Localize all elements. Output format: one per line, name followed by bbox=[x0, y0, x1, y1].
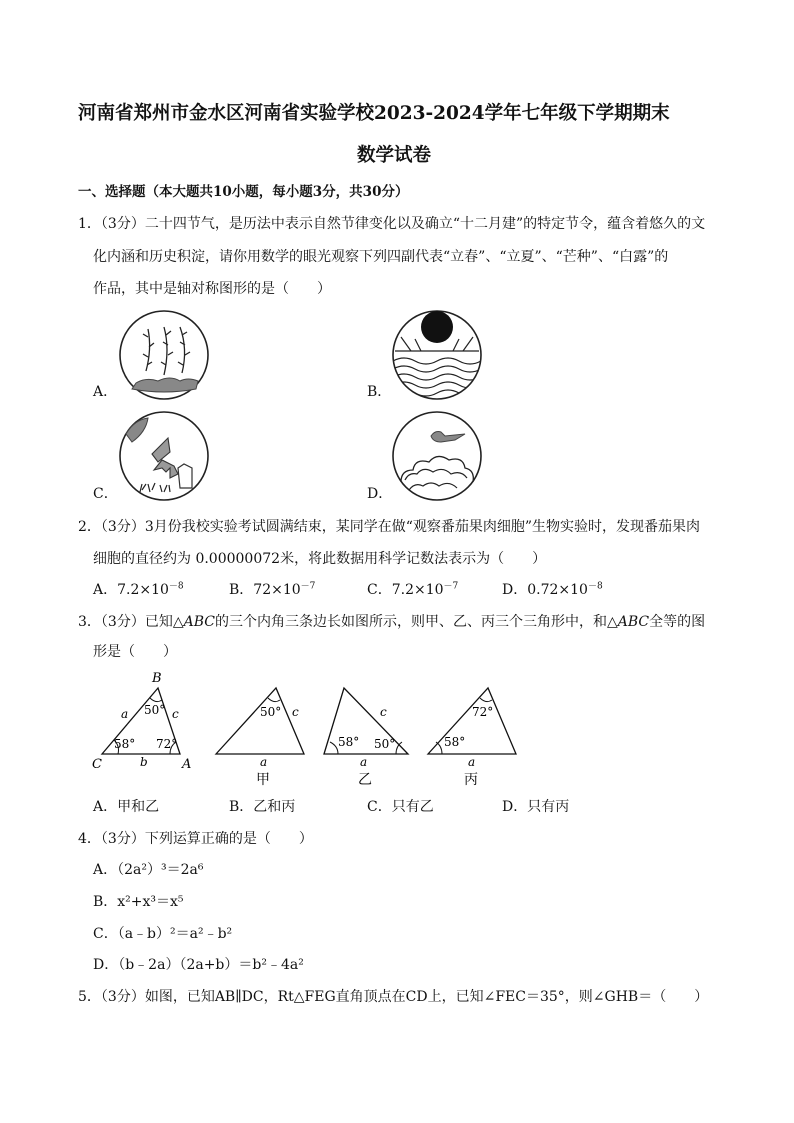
q3-jia-side-c: c bbox=[292, 705, 299, 719]
q1-option-d-label: D． bbox=[367, 486, 393, 502]
q3-abc-label-b: B bbox=[152, 671, 162, 686]
q3-line2: 形是（ ） bbox=[93, 644, 177, 660]
q3-jia-label: 甲 bbox=[256, 772, 270, 788]
q3-jia-angle: 50° bbox=[260, 705, 282, 719]
page-subtitle: 数学试卷 bbox=[357, 145, 432, 166]
q1-figure-c-grain bbox=[118, 410, 210, 502]
q3-triangle-yi bbox=[318, 680, 418, 790]
q3-yi-label: 乙 bbox=[358, 772, 372, 788]
q3-abc-side-b: b bbox=[140, 755, 148, 769]
q1-figure-a-spring bbox=[118, 309, 210, 401]
q2-option-b: B．$72\times 10^{-7}$ bbox=[229, 581, 316, 598]
q5-stem: 5．（3分）如图，已知AB∥DC，Rt△FEG直角顶点在CD上，已知∠FEC＝35°，则∠GHB＝（ ） bbox=[78, 989, 709, 1005]
q1-option-a-label: A． bbox=[93, 384, 118, 400]
q3-jia-side-a: a bbox=[260, 755, 268, 769]
q3-triangle-abc bbox=[90, 668, 200, 774]
q4-option-d: D．（b﹣2a）（2a+b）＝b²﹣4a² bbox=[93, 957, 304, 973]
q3-yi-angle-58: 58° bbox=[338, 735, 360, 749]
q3-yi-side-a: a bbox=[360, 755, 368, 769]
q3-option-c: C．只有乙 bbox=[367, 799, 434, 815]
page-title: 河南省郑州市金水区河南省实验学校2023-2024学年七年级下学期期末 bbox=[78, 103, 670, 124]
q4-option-c: C．（a﹣b）²＝a²﹣b² bbox=[93, 926, 233, 942]
q3-bing-angle-72: 72° bbox=[472, 705, 494, 719]
q4-option-a: A．（2a²）³＝2a⁶ bbox=[93, 862, 204, 878]
q4-option-b: B．x²+x³＝x⁵ bbox=[93, 894, 184, 910]
q3-line1: 3．（3分）已知△ABC的三个内角三条边长如图所示，则甲、乙、丙三个三角形中，和△ABC全等的图 bbox=[78, 614, 706, 630]
q3-yi-angle-50: 50° bbox=[374, 737, 396, 751]
q3-bing-side-a: a bbox=[468, 755, 476, 769]
q3-option-a: A．甲和乙 bbox=[93, 799, 160, 815]
q3-abc-angle-a: 72° bbox=[156, 737, 178, 751]
q1-line1: 1．（3分）二十四节气，是历法中表示自然节律变化以及确立“十二月建”的特定节令，蕴含着悠久的文 bbox=[78, 216, 706, 232]
q3-option-b: B．乙和丙 bbox=[229, 799, 296, 815]
q3-option-d: D．只有丙 bbox=[502, 799, 570, 815]
q3-abc-label-a: A bbox=[182, 757, 192, 772]
q1-line3: 作品，其中是轴对称图形的是（ ） bbox=[93, 281, 331, 297]
q1-option-b-label: B． bbox=[367, 384, 392, 400]
q3-abc-side-c: c bbox=[172, 707, 179, 721]
q3-triangle-jia bbox=[210, 680, 310, 790]
q3-abc-side-a: a bbox=[121, 707, 129, 721]
q3-triangle-bing bbox=[422, 680, 522, 790]
q2-option-a: A．$7.2\times 10^{-8}$ bbox=[93, 581, 184, 598]
q1-figure-b-summer bbox=[391, 309, 483, 401]
q1-option-c-label: C． bbox=[93, 486, 118, 502]
q2-option-d: D．$0.72\times 10^{-8}$ bbox=[502, 581, 603, 598]
q3-bing-angle-58: 58° bbox=[444, 735, 466, 749]
q1-figure-d-dew bbox=[391, 410, 483, 502]
q3-abc-angle-b: 50° bbox=[144, 703, 166, 717]
section-heading: 一、选择题（本大题共10小题，每小题3分，共30分） bbox=[78, 184, 409, 200]
q2-line2: 细胞的直径约为 0.00000072米，将此数据用科学记数法表示为（ ） bbox=[93, 551, 547, 567]
q1-line2: 化内涵和历史积淀，请你用数学的眼光观察下列四副代表“立春”、“立夏”、“芒种”、“白露”的 bbox=[93, 249, 669, 265]
q4-stem: 4．（3分）下列运算正确的是（ ） bbox=[78, 831, 313, 847]
q3-abc-label-c: C bbox=[92, 757, 102, 772]
q3-abc-angle-c: 58° bbox=[114, 737, 136, 751]
q2-line1: 2．（3分）3月份我校实验考试圆满结束，某同学在做“观察番茄果肉细胞”生物实验时，发现番茄果肉 bbox=[78, 519, 701, 535]
q2-option-c: C．$7.2\times 10^{-7}$ bbox=[367, 581, 459, 598]
q3-bing-label: 丙 bbox=[464, 772, 478, 788]
q3-yi-side-c: c bbox=[380, 705, 387, 719]
